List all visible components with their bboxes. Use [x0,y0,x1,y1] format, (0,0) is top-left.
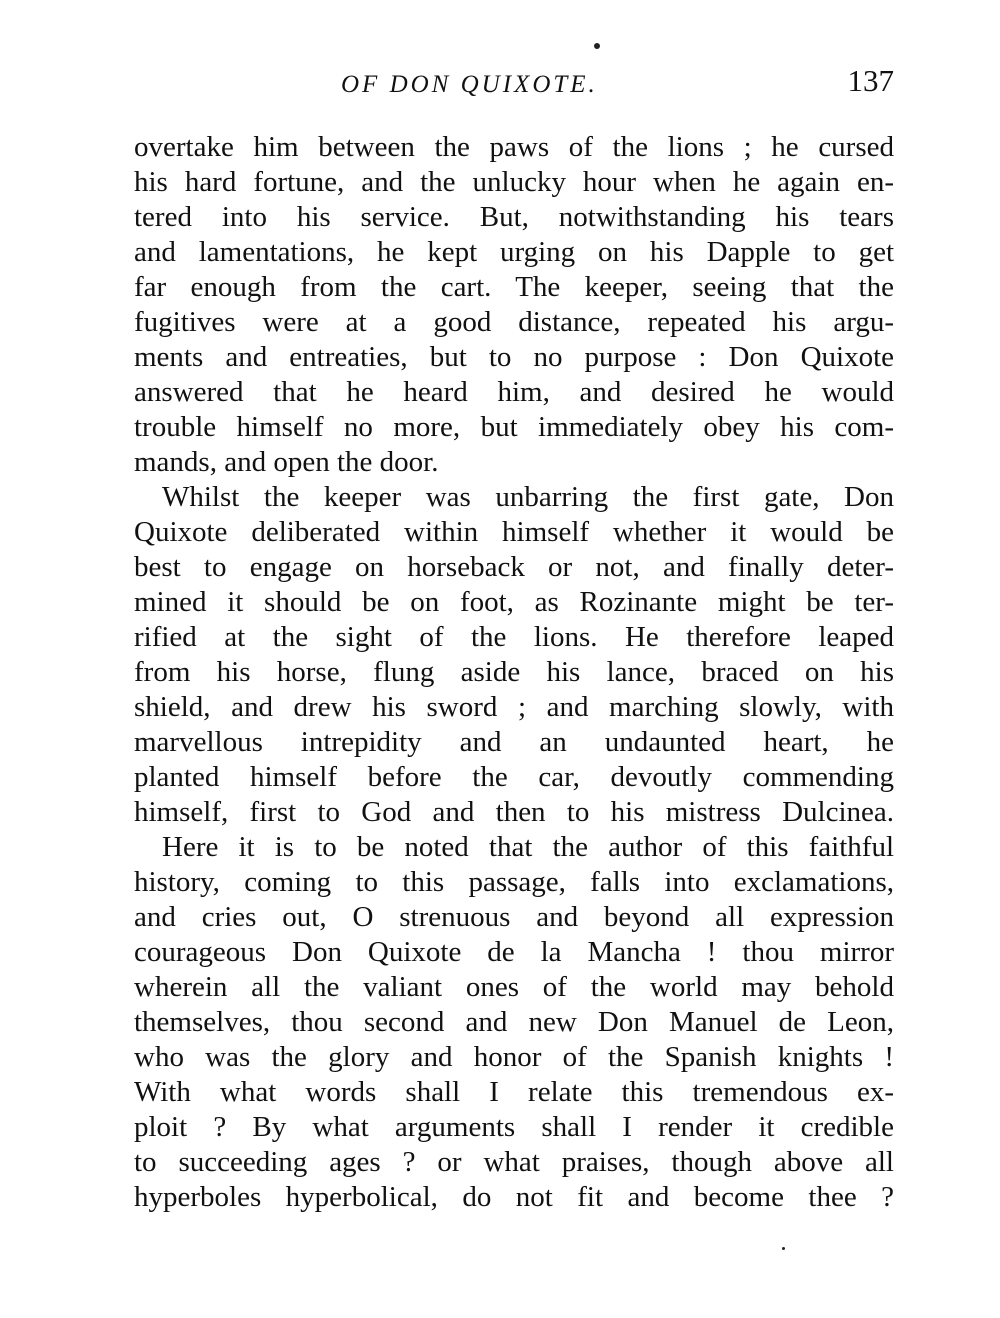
text-line: fugitives were at a good distance, repeated his argu- [134,306,894,338]
text-line: ments and entreaties, but to no purpose : Don Quixote [134,341,894,373]
page-number: 137 [847,63,894,98]
text-line: marvellous intrepidity and an undaunted heart, he [134,726,894,758]
text-line: overtake him between the paws of the lions ; he cursed [134,131,894,163]
text-line: trouble himself no more, but immediately obey his com- [134,411,894,443]
text-line: best to engage on horseback or not, and finally deter- [134,551,894,583]
text-line: rified at the sight of the lions. He therefore leaped [134,621,894,653]
text-line: and lamentations, he kept urging on his Dapple to get [134,236,894,268]
body-text [134,130,894,1215]
text-line: himself, first to God and then to his mistress Dulcinea. [134,796,894,828]
running-head: OF DON QUIXOTE. [341,71,598,98]
text-line: far enough from the cart. The keeper, seeing that the [134,271,894,303]
text-line: hyperboles hyperbolical, do not fit and become thee ? [134,1181,894,1213]
text-line: ploit ? By what arguments shall I render it credible [134,1111,894,1143]
paragraph-2 [134,480,894,830]
ink-speck-bottom [782,1247,785,1250]
text-line: from his horse, flung aside his lance, braced on his [134,656,894,688]
text-line: With what words shall I relate this tremendous ex- [134,1076,894,1108]
page-header [134,62,894,102]
text-line: planted himself before the car, devoutly commending [134,761,894,793]
text-line: Whilst the keeper was unbarring the first gate, Don [162,481,894,513]
paragraph-1 [134,130,894,480]
paragraph-3 [134,830,894,1215]
text-line: themselves, thou second and new Don Manuel de Leon, [134,1006,894,1038]
text-line: Here it is to be noted that the author of this faithful [162,831,894,863]
text-line: wherein all the valiant ones of the world may behold [134,971,894,1003]
text-line: answered that he heard him, and desired he would [134,376,894,408]
text-line: who was the glory and honor of the Spanish knights ! [134,1041,894,1073]
text-line: mands, and open the door. [134,446,439,478]
text-line: to succeeding ages ? or what praises, though above all [134,1146,894,1178]
text-line: mined it should be on foot, as Rozinante might be ter- [134,586,894,618]
text-line: history, coming to this passage, falls into exclamations, [134,866,894,898]
text-line: shield, and drew his sword ; and marching slowly, with [134,691,894,723]
text-line: tered into his service. But, notwithstanding his tears [134,201,894,233]
text-line: Quixote deliberated within himself whether it would be [134,516,894,548]
text-line: courageous Don Quixote de la Mancha ! thou mirror [134,936,894,968]
text-line: his hard fortune, and the unlucky hour when he again en- [134,166,894,198]
ink-speck-top [594,43,600,49]
text-line: and cries out, O strenuous and beyond all expression [134,901,894,933]
